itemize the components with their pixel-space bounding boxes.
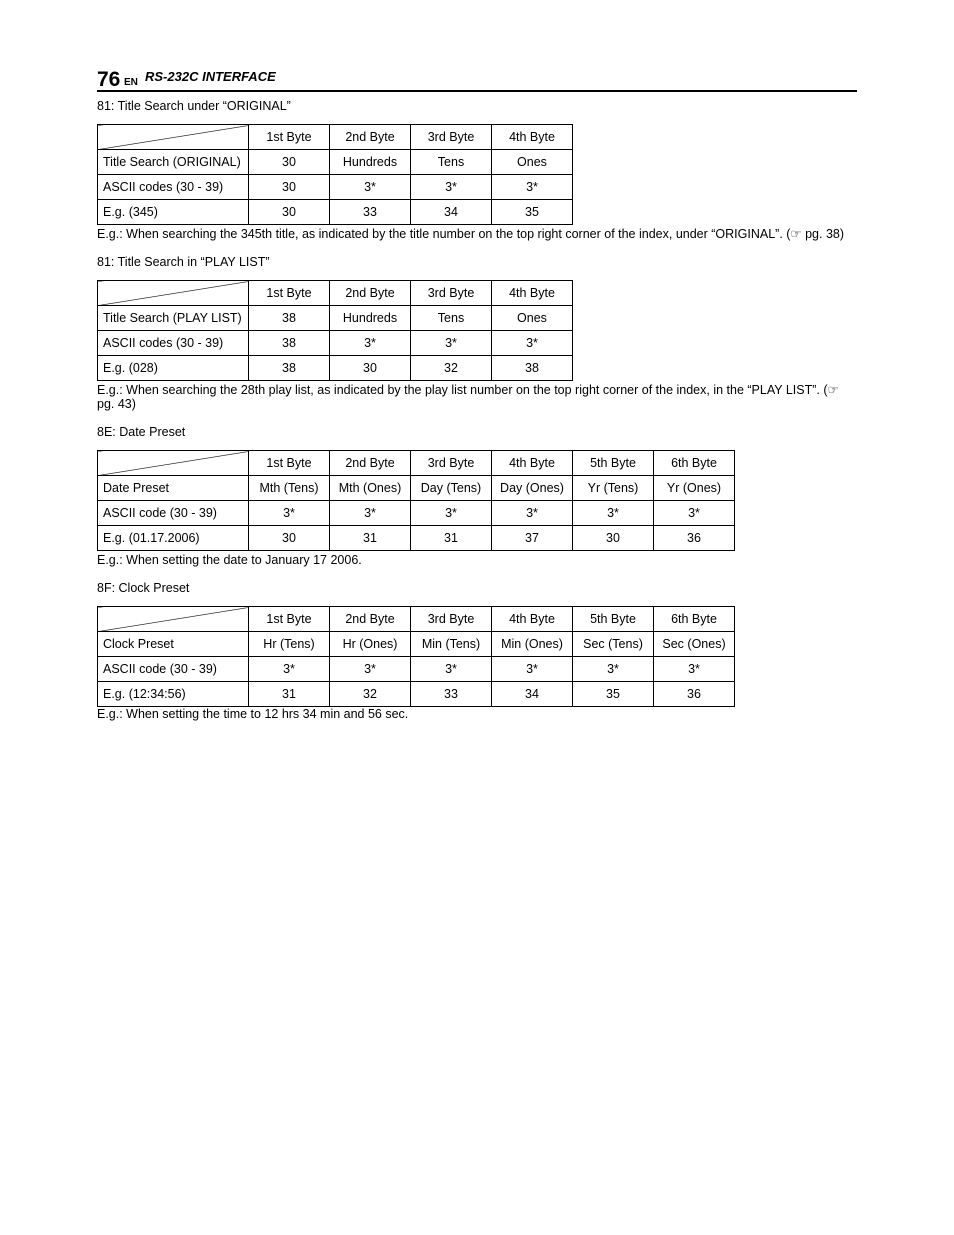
table-cell: Min (Tens) [411,632,492,657]
table-row [98,526,735,551]
table-row [98,682,735,707]
table-cell: 30 [249,526,330,551]
table-cell: 33 [330,200,411,225]
column-header: 1st Byte [249,125,330,150]
table-title-search-playlist [97,280,573,381]
table-cell: 3* [573,501,654,526]
table-cell: Hundreds [330,306,411,331]
column-header: 4th Byte [492,125,573,150]
table-title-search-original [97,124,573,225]
corner-cell [98,125,249,150]
row-label: ASCII codes (30 - 39) [98,175,249,200]
table-cell: 32 [411,356,492,381]
table-cell: 31 [330,526,411,551]
table-cell: 31 [249,682,330,707]
table-cell: Mth (Tens) [249,476,330,501]
table-cell: 36 [654,526,735,551]
table-cell: 37 [492,526,573,551]
row-label: ASCII code (30 - 39) [98,501,249,526]
table-header-row [98,281,573,306]
table-cell: 3* [249,657,330,682]
column-header: 2nd Byte [330,607,411,632]
column-header: 1st Byte [249,451,330,476]
table-caption-title-search-original: 81: Title Search under “ORIGINAL” [97,99,291,113]
page-header [97,66,857,92]
table-cell: 3* [330,175,411,200]
table-cell: 3* [573,657,654,682]
row-label: Date Preset [98,476,249,501]
table-cell: 3* [492,331,573,356]
table-cell: Tens [411,306,492,331]
column-header: 3rd Byte [411,607,492,632]
table-note: E.g.: When setting the date to January 17 2006. [97,553,362,567]
column-header: 4th Byte [492,607,573,632]
table-clock-preset [97,606,735,707]
table-row [98,200,573,225]
table-cell: 3* [411,331,492,356]
column-header: 4th Byte [492,451,573,476]
table-row [98,632,735,657]
table-cell: Tens [411,150,492,175]
table-row [98,501,735,526]
table-cell: Ones [492,150,573,175]
table-cell: 3* [411,175,492,200]
table-cell: 38 [249,331,330,356]
table-cell: 3* [411,501,492,526]
row-label: Title Search (ORIGINAL) [98,150,249,175]
table-cell: 36 [654,682,735,707]
table-cell: 3* [492,175,573,200]
column-header: 4th Byte [492,281,573,306]
table-row [98,306,573,331]
table-cell: 34 [492,682,573,707]
table-cell: 3* [654,501,735,526]
table-cell: 38 [492,356,573,381]
table-cell: Min (Ones) [492,632,573,657]
column-header: 2nd Byte [330,451,411,476]
table-cell: 3* [654,657,735,682]
row-label: ASCII code (30 - 39) [98,657,249,682]
table-note: E.g.: When searching the 28th play list, as indicated by the play list number on the top right corner of the index, in the “PLAY LIST”. (☞ pg. 43) [97,383,839,411]
table-cell: 3* [411,657,492,682]
table-cell: 31 [411,526,492,551]
column-header: 3rd Byte [411,451,492,476]
table-note: E.g.: When setting the time to 12 hrs 34 min and 56 sec. [97,707,409,721]
table-header-row [98,607,735,632]
table-cell: 3* [249,501,330,526]
table-note: E.g.: When searching the 345th title, as indicated by the title number on the top right corner of the index, under “ORIGINAL”. (☞ pg. 38) [97,227,845,241]
table-row [98,150,573,175]
table-cell: 3* [492,657,573,682]
row-label: ASCII codes (30 - 39) [98,331,249,356]
table-cell: 35 [492,200,573,225]
table-cell: 30 [249,150,330,175]
table-cell: 30 [330,356,411,381]
table-cell: Hundreds [330,150,411,175]
table-cell: Hr (Tens) [249,632,330,657]
column-header: 5th Byte [573,607,654,632]
table-caption-clock-preset: 8F: Clock Preset [97,581,190,595]
corner-cell [98,607,249,632]
row-label: E.g. (345) [98,200,249,225]
column-header: 2nd Byte [330,281,411,306]
table-cell: Yr (Tens) [573,476,654,501]
table-header-row [98,125,573,150]
table-cell: Sec (Tens) [573,632,654,657]
table-cell: Day (Ones) [492,476,573,501]
row-label: E.g. (12:34:56) [98,682,249,707]
table-row [98,356,573,381]
column-header: 1st Byte [249,607,330,632]
column-header: 3rd Byte [411,281,492,306]
column-header: 6th Byte [654,451,735,476]
table-cell: 3* [330,501,411,526]
row-label: E.g. (028) [98,356,249,381]
row-label: Title Search (PLAY LIST) [98,306,249,331]
table-cell: 3* [330,331,411,356]
table-cell: 33 [411,682,492,707]
table-cell: 34 [411,200,492,225]
table-row [98,657,735,682]
table-cell: 35 [573,682,654,707]
row-label: Clock Preset [98,632,249,657]
table-cell: 32 [330,682,411,707]
table-row [98,175,573,200]
page-language: EN [124,77,138,88]
table-date-preset [97,450,735,551]
table-row [98,331,573,356]
table-cell: 38 [249,306,330,331]
table-cell: 3* [330,657,411,682]
table-cell: Hr (Ones) [330,632,411,657]
column-header: 5th Byte [573,451,654,476]
corner-cell [98,281,249,306]
table-caption-date-preset: 8E: Date Preset [97,425,186,439]
corner-cell [98,451,249,476]
table-cell: 30 [249,175,330,200]
column-header: 6th Byte [654,607,735,632]
table-cell: 38 [249,356,330,381]
section-title: RS-232C INTERFACE [145,69,276,84]
column-header: 2nd Byte [330,125,411,150]
row-label: E.g. (01.17.2006) [98,526,249,551]
table-cell: Day (Tens) [411,476,492,501]
table-cell: 30 [573,526,654,551]
table-row [98,476,735,501]
column-header: 1st Byte [249,281,330,306]
page-number: 76 [97,68,121,91]
table-cell: Ones [492,306,573,331]
table-header-row [98,451,735,476]
table-cell: 3* [492,501,573,526]
table-cell: 30 [249,200,330,225]
table-cell: Sec (Ones) [654,632,735,657]
table-caption-title-search-playlist: 81: Title Search in “PLAY LIST” [97,255,270,269]
table-cell: Yr (Ones) [654,476,735,501]
column-header: 3rd Byte [411,125,492,150]
table-cell: Mth (Ones) [330,476,411,501]
